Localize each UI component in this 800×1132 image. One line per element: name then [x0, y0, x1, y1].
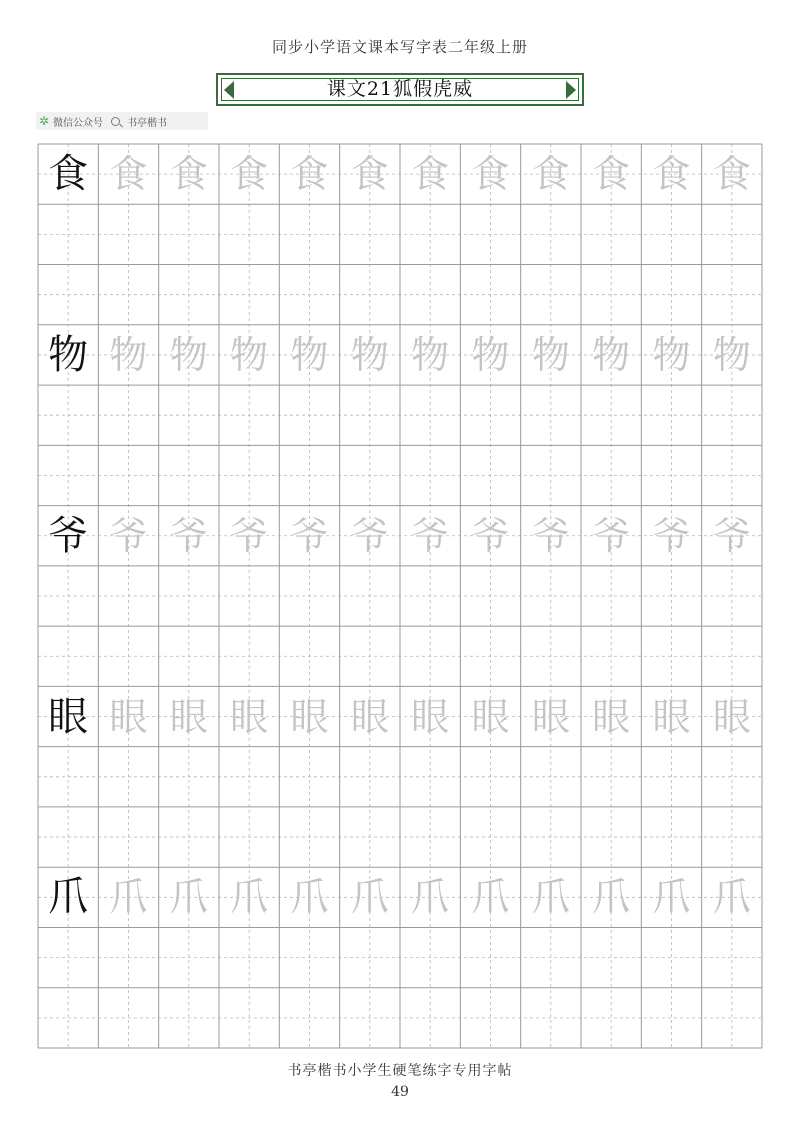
trace-character: 食: [230, 152, 269, 197]
trace-character: 爪: [531, 875, 570, 920]
trace-character: 眼: [230, 694, 269, 739]
model-character: 爷: [48, 512, 89, 559]
trace-character: 爪: [652, 875, 691, 920]
trace-character: 爷: [350, 513, 389, 558]
trace-character: 爪: [471, 875, 510, 920]
wechat-leaf-icon: ✲: [39, 114, 50, 128]
trace-character: 眼: [531, 694, 570, 739]
trace-character: 物: [290, 332, 329, 377]
trace-character: 爪: [350, 875, 389, 920]
trace-character: 爷: [531, 513, 570, 558]
page-number: 49: [391, 1084, 409, 1100]
trace-character: 物: [350, 332, 389, 377]
trace-character: 物: [592, 332, 631, 377]
trace-character: 物: [531, 332, 570, 377]
trace-character: 眼: [109, 694, 148, 739]
trace-character: 食: [712, 152, 751, 197]
trace-character: 食: [652, 152, 691, 197]
trace-character: 爪: [592, 875, 631, 920]
trace-character: 眼: [652, 694, 691, 739]
trace-character: 眼: [350, 694, 389, 739]
trace-character: 眼: [290, 694, 329, 739]
trace-character: 眼: [592, 694, 631, 739]
trace-character: 物: [411, 332, 450, 377]
trace-character: 物: [471, 332, 510, 377]
trace-character: 食: [592, 152, 631, 197]
trace-character: 爷: [592, 513, 631, 558]
trace-character: 爷: [652, 513, 691, 558]
page-header-title: 同步小学语文课本写字表二年级上册: [271, 38, 528, 56]
trace-character: 物: [230, 332, 269, 377]
trace-character: 爪: [109, 875, 148, 920]
trace-character: 食: [411, 152, 450, 197]
trace-character: 眼: [471, 694, 510, 739]
trace-character: 爷: [471, 513, 510, 558]
trace-character: 爷: [411, 513, 450, 558]
trace-character: 爷: [712, 513, 751, 558]
lesson-title: 课文21狐假虎威: [326, 78, 474, 100]
trace-character: 爷: [169, 513, 208, 558]
trace-character: 爪: [290, 875, 329, 920]
model-character: 食: [48, 151, 89, 198]
model-character: 物: [48, 331, 89, 378]
trace-character: 食: [471, 152, 510, 197]
trace-character: 物: [712, 332, 751, 377]
trace-character: 物: [652, 332, 691, 377]
trace-character: 爪: [712, 875, 751, 920]
model-character: 眼: [48, 693, 89, 740]
trace-character: 爪: [169, 875, 208, 920]
trace-character: 眼: [169, 694, 208, 739]
trace-character: 眼: [411, 694, 450, 739]
wechat-label: 微信公众号: [53, 117, 104, 129]
trace-character: 食: [109, 152, 148, 197]
trace-character: 爷: [290, 513, 329, 558]
trace-character: 眼: [712, 694, 751, 739]
trace-character: 物: [169, 332, 208, 377]
trace-character: 爪: [230, 875, 269, 920]
trace-character: 食: [350, 152, 389, 197]
trace-character: 爷: [230, 513, 269, 558]
trace-character: 食: [290, 152, 329, 197]
footer-title: 书亭楷书小学生硬笔练字专用字帖: [287, 1063, 513, 1079]
model-character: 爪: [48, 874, 89, 921]
trace-character: 食: [169, 152, 208, 197]
wechat-search-text: 书亭楷书: [127, 117, 168, 129]
trace-character: 爪: [411, 875, 450, 920]
trace-character: 物: [109, 332, 148, 377]
trace-character: 爷: [109, 513, 148, 558]
trace-character: 食: [531, 152, 570, 197]
